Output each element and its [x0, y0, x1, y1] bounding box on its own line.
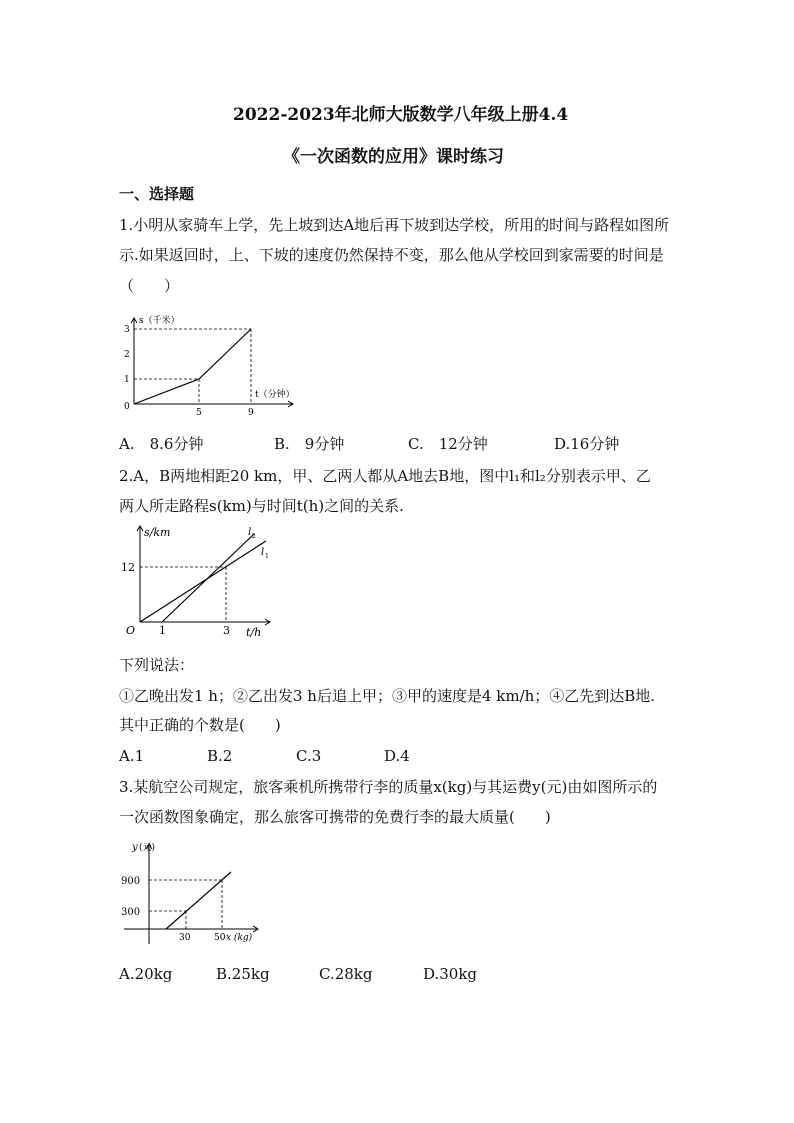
q3-ytick-300: 300 — [121, 907, 141, 918]
q2-text-line1: 2.A，B两地相距20 km，甲、乙两人都从A地去B地，图中l₁和l₂分别表示甲、乙 — [119, 467, 651, 485]
q2-statements: ①乙晚出发1 h；②乙出发3 h后追上甲；③甲的速度是4 km/h；④乙先到达B地. — [119, 687, 656, 705]
q3-figure — [118, 838, 268, 952]
q3-ytick-900: 900 — [121, 876, 141, 887]
q2-xtick-1: 1 — [159, 624, 166, 637]
q2-label-l1: l — [261, 547, 265, 558]
q3-text-line2: 一次函数图象确定，那么旅客可携带的免费行李的最大质量( ) — [119, 808, 551, 826]
doc-title-line1: 2022-2023年北师大版数学八年级上册4.4 — [233, 105, 569, 125]
q3-option-d: D.30kg — [423, 965, 478, 983]
q3-xtick-50: 50 — [214, 933, 226, 943]
q1-xlabel: t（分钟） — [255, 390, 295, 400]
q1-ytick-1: 1 — [124, 375, 130, 385]
q2-after-figure: 下列说法： — [119, 656, 195, 674]
q3-option-a: A.20kg — [119, 965, 173, 983]
q1-ytick-3: 3 — [124, 325, 130, 335]
q1-data-line — [134, 329, 251, 404]
q1-figure — [118, 312, 308, 416]
q1-option-b: B. 9分钟 — [274, 435, 345, 453]
q3-xtick-30: 30 — [179, 933, 191, 943]
q1-xtick-9: 9 — [248, 408, 254, 418]
q2-label-l2: l — [248, 527, 252, 538]
q3-ylabel-unit: (元) — [139, 843, 156, 853]
q3-option-b: B.25kg — [216, 965, 270, 983]
doc-title-line2: 《一次函数的应用》课时练习 — [283, 147, 504, 167]
q2-question: 其中正确的个数是( ) — [119, 716, 281, 734]
q1-option-c: C. 12分钟 — [408, 435, 488, 453]
q3-text-line1: 3.某航空公司规定，旅客乘机所携带行李的质量x(kg)与其运费y(元)由如图所示的 — [119, 778, 658, 796]
q1-ylabel: s（千米） — [139, 316, 180, 326]
q1-text-line2: 示.如果返回时，上、下坡的速度仍然保持不变，那么他从学校回到家需要的时间是 — [119, 246, 664, 264]
q2-label-l2-sub: 2 — [252, 533, 256, 540]
q1-option-a: A. 8.6分钟 — [119, 435, 204, 453]
q1-option-d: D.16分钟 — [554, 435, 620, 453]
q2-option-c: C.3 — [296, 747, 322, 765]
q2-text-line2: 两人所走路程s(km)与时间t(h)之间的关系. — [119, 497, 404, 515]
q1-ytick-2: 2 — [124, 350, 130, 360]
q2-xlabel: t/h — [246, 626, 262, 639]
q1-text-line1: 1.小明从家骑车上学，先上坡到达A地后再下坡到达学校，所用的时间与路程如图所 — [119, 216, 670, 234]
q2-line-l2 — [162, 534, 254, 622]
q2-line-l1 — [140, 541, 266, 622]
q2-option-b: B.2 — [207, 747, 233, 765]
q3-xlabel: x (kg) — [226, 933, 253, 943]
q2-ytick-12: 12 — [121, 561, 135, 574]
q2-label-l1-sub: 1 — [265, 553, 269, 560]
q1-text-line3: （ ） — [119, 277, 180, 295]
q2-figure — [120, 522, 280, 644]
q1-xtick-5: 5 — [196, 408, 202, 418]
q1-origin: 0 — [124, 402, 130, 412]
q2-xtick-3: 3 — [223, 624, 230, 637]
q3-data-line — [166, 872, 231, 929]
q3-option-c: C.28kg — [319, 965, 373, 983]
q2-ylabel: s/km — [144, 526, 171, 539]
q2-option-a: A.1 — [119, 747, 145, 765]
q2-option-d: D.4 — [384, 747, 410, 765]
section-heading: 一、选择题 — [119, 185, 195, 203]
q2-origin: O — [126, 624, 136, 637]
q3-ylabel-var: y — [132, 842, 138, 853]
